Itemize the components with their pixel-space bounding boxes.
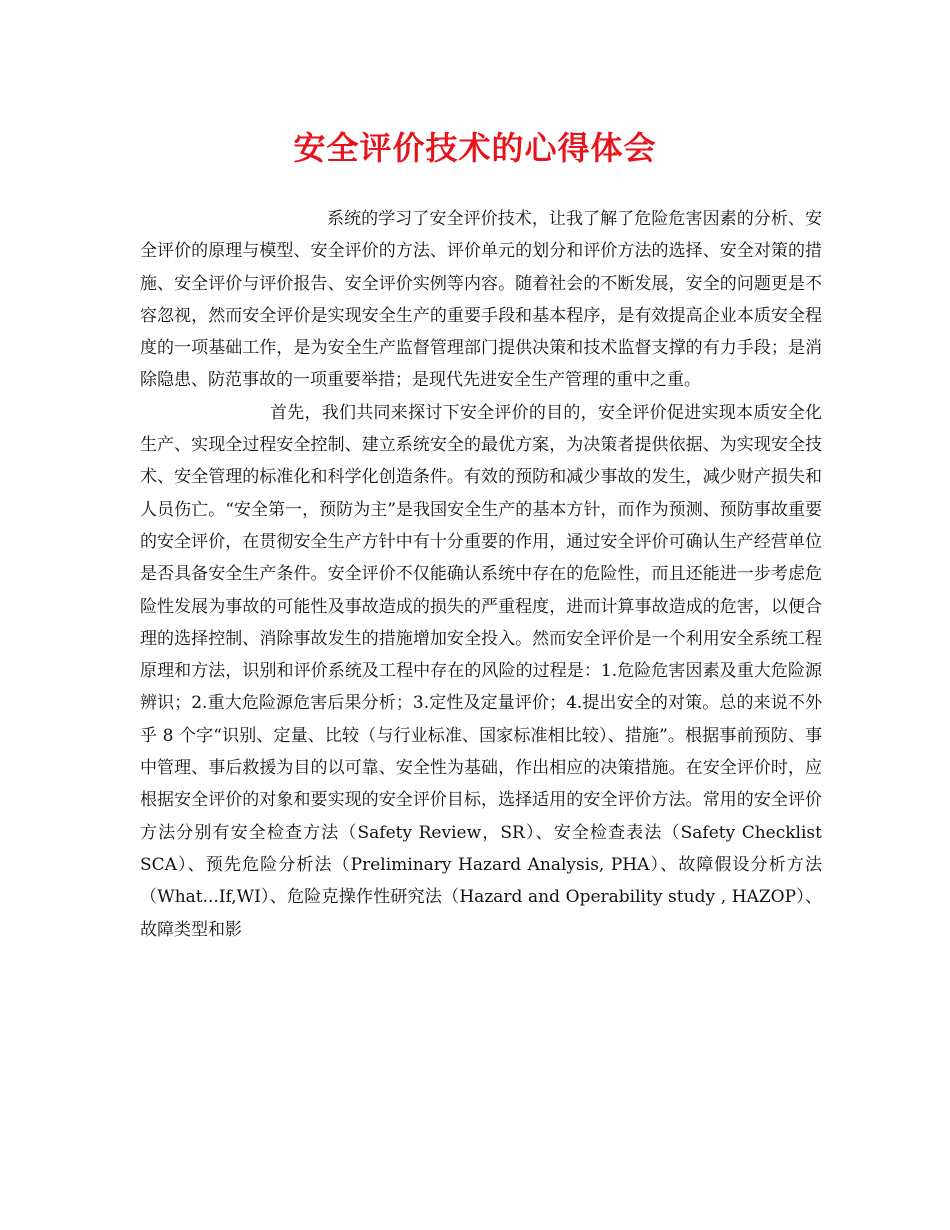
document-body xyxy=(140,203,822,946)
paragraph-2: 首先，我们共同来探讨下安全评价的目的，安全评价促进实现本质安全化生产、实现全过程安全控制、建立系统安全的最优方案，为决策者提供依据、为实现安全技术、安全管理的标准化和科学化创造条件。有效的预防和减少事故的发生，减少财产损失和人员伤亡。“安全第一，预防为主”是我国安全生产的基本方针，而作为预测、预防事故重要的安全评价，在贯彻安全生产方针中有十分重要的作用，通过安全评价可确认生产经营单位是否具备安全生产条件。安全评价不仅能确认系统中存在的危险性，而且还能进一步考虑危险性发展为事故的可能性及事故造成的损失的严重程度，进而计算事故造成的危害，以便合理的选择控制、消除事故发生的措施增加安全投入。然而安全评价是一个利用安全系统工程原理和方法，识别和评价系统及工程中存在的风险的过程是：1.危险危害因素及重大危险源辨识；2.重大危险源危害后果分析；3.定性及定量评价；4.提出安全的对策。总的来说不外乎 8 个字“识别、定量、比较（与行业标准、国家标准相比较）、措施”。根据事前预防、事中管理、事后救援为目的以可靠、安全性为基础，作出相应的决策措施。在安全评价时，应根据安全评价的对象和要实现的安全评价目标，选择适用的安全评价方法。常用的安全评价方法分别有安全检查方法（Safety Review，SR）、安全检查表法（Safety Checklist SCA）、预先危险分析法（Preliminary Hazard Analysis, PHA）、故障假设分析方法（What...If,WI）、危险克操作性研究法（Hazard and Operability study , HAZOP）、故障类型和影 xyxy=(140,402,822,940)
paragraph-1: 系统的学习了安全评价技术，让我了解了危险危害因素的分析、安全评价的原理与模型、安全评价的方法、评价单元的划分和评价方法的选择、安全对策的措施、安全评价与评价报告、安全评价实例等内容。随着社会的不断发展，安全的问题更是不容忽视，然而安全评价是实现安全生产的重要手段和基本程序，是有效提高企业本质安全程度的一项基础工作，是为安全生产监督管理部门提供决策和技术监督支撑的有力手段；是消除隐患、防范事故的一项重要举措；是现代先进安全生产管理的重中之重。 xyxy=(140,209,822,391)
document-title: 安全评价技术的心得体会 xyxy=(293,129,657,167)
